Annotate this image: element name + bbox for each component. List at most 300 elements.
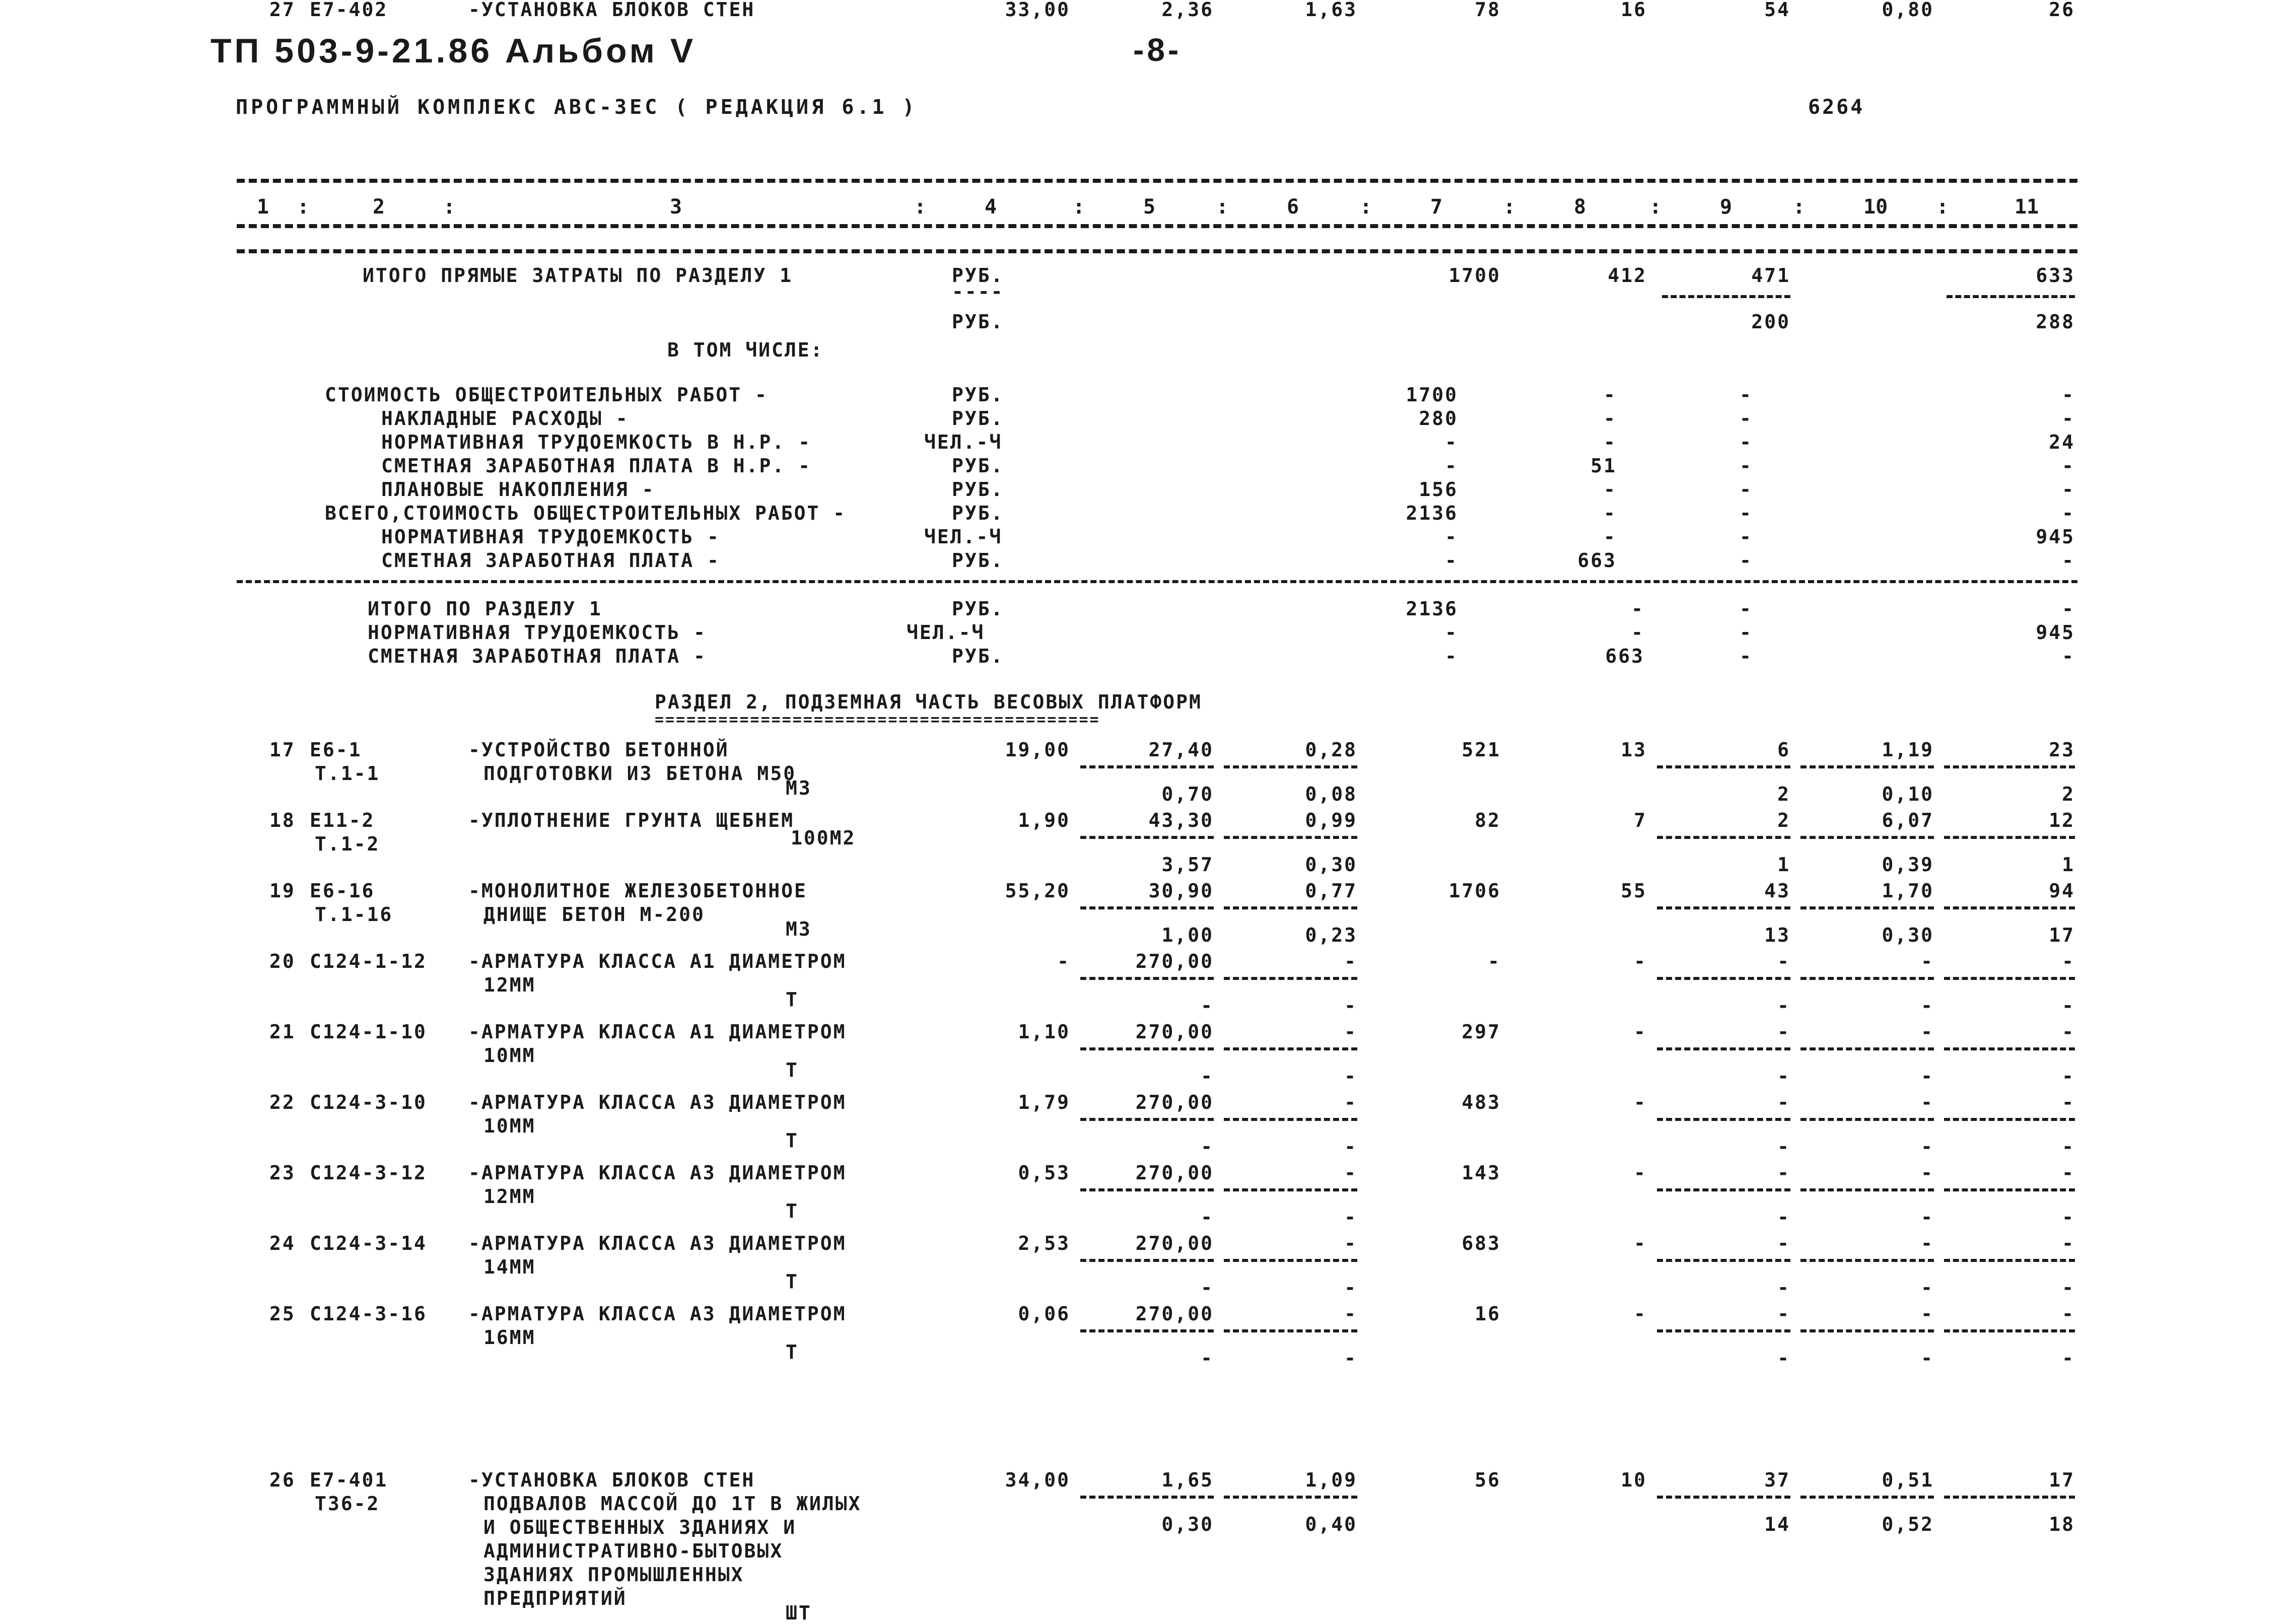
item-unit: Т — [786, 1129, 799, 1152]
value-cell: 0,30 — [1161, 1513, 1214, 1535]
value-cell: - — [1740, 431, 1753, 453]
value-cell: - — [1488, 950, 1501, 972]
value-cell: 1700 — [1406, 384, 1458, 406]
value-cell: 82 — [1475, 809, 1501, 831]
unit-cell: ЧЕЛ.-Ч — [907, 621, 985, 644]
value-cell: - — [1201, 1277, 1214, 1299]
value-cell: - — [1445, 455, 1458, 477]
value-cell: 94 — [2049, 880, 2075, 902]
item-rule — [1080, 1188, 1214, 1191]
value-cell: 0,30 — [1882, 924, 1934, 946]
item-rule — [1657, 977, 1790, 980]
item-rule — [1080, 1329, 1214, 1332]
item-rule — [1080, 1118, 1214, 1121]
item-code-2: Т.1-16 — [315, 903, 393, 926]
value-cell: - — [2062, 549, 2075, 572]
value-cell: - — [2062, 1206, 2075, 1228]
value-cell: - — [2062, 1347, 2075, 1369]
item-name: 10ММ — [483, 1115, 536, 1137]
value-cell: - — [1631, 621, 1644, 644]
value-cell: 16 — [1475, 1303, 1501, 1325]
item-rule — [1657, 1047, 1790, 1050]
summary-row-label: НАКЛАДНЫЕ РАСХОДЫ - — [381, 407, 629, 430]
item-rule — [1657, 1259, 1790, 1262]
column-header-4: 4 — [985, 195, 997, 219]
item-rule — [1800, 1118, 1934, 1121]
value-cell: 16 — [1621, 0, 1647, 21]
value-cell: - — [1921, 995, 1934, 1017]
item-rule — [1224, 1259, 1357, 1262]
value-cell: 0,40 — [1305, 1513, 1357, 1535]
value-cell: 17 — [2049, 924, 2075, 946]
item-rule — [1944, 1118, 2075, 1121]
item-code: С124-1-10 — [310, 1021, 427, 1043]
value-cell: - — [2062, 1277, 2075, 1299]
value-cell: - — [1921, 1206, 1934, 1228]
value-cell: - — [1740, 455, 1753, 477]
item-rule — [1800, 1188, 1934, 1191]
item-unit: Т — [786, 1270, 799, 1293]
item-name: 10ММ — [483, 1044, 536, 1067]
item-unit: М3 — [786, 777, 812, 799]
document-code: ТП 503-9-21.86 Альбом V — [211, 32, 697, 70]
item-number: 21 — [269, 1021, 296, 1043]
value-cell: 19,00 — [1005, 739, 1070, 761]
value-cell: 270,00 — [1135, 1021, 1214, 1043]
value-cell: - — [1740, 645, 1753, 667]
item-code-2: Т36-2 — [315, 1493, 380, 1515]
value-cell: 200 — [1751, 311, 1790, 333]
value-cell: 280 — [1419, 407, 1458, 430]
item-rule — [1800, 1329, 1934, 1332]
value-cell: 0,99 — [1305, 809, 1357, 831]
item-name: ПРЕДПРИЯТИЙ — [483, 1587, 627, 1609]
item-name: -УСТАНОВКА БЛОКОВ СТЕН — [468, 0, 755, 21]
value-cell: - — [1445, 526, 1458, 548]
column-separator: : — [443, 195, 456, 219]
column-header-3: 3 — [670, 195, 682, 219]
summary-row-label: СМЕТНАЯ ЗАРАБОТНАЯ ПЛАТА В Н.Р. - — [381, 455, 811, 477]
value-cell: - — [1201, 1206, 1214, 1228]
value-cell: 0,06 — [1018, 1303, 1070, 1325]
item-rule — [1800, 765, 1934, 768]
value-cell: 1,10 — [1018, 1021, 1070, 1043]
item-unit: Т — [786, 1200, 799, 1222]
value-cell: 18 — [2049, 1513, 2075, 1535]
value-cell: 78 — [1475, 0, 1501, 21]
unit-cell: ЧЕЛ.-Ч — [924, 526, 1003, 548]
column-header-1: 1 — [257, 195, 269, 219]
value-cell: - — [1604, 502, 1617, 524]
item-code-2: Т.1-2 — [315, 833, 380, 855]
unit-cell: РУБ. — [952, 264, 1004, 287]
subtotal-rule — [1662, 295, 1790, 298]
value-cell: - — [1740, 598, 1753, 620]
value-cell: 0,53 — [1018, 1162, 1070, 1184]
value-cell: 297 — [1462, 1021, 1501, 1043]
value-cell: - — [1344, 1065, 1357, 1087]
item-number: 22 — [269, 1091, 296, 1113]
item-rule — [1657, 836, 1790, 839]
unit-cell: РУБ. — [952, 478, 1004, 501]
item-name: -АРМАТУРА КЛАССА А1 ДИАМЕТРОМ — [468, 1021, 847, 1043]
summary-row-label: ИТОГО ПО РАЗДЕЛУ 1 — [368, 598, 602, 620]
value-cell: - — [1921, 1136, 1934, 1158]
item-unit: Т — [786, 1059, 799, 1081]
section-rule — [237, 580, 2077, 583]
item-code: С124-3-10 — [310, 1091, 427, 1113]
value-cell: - — [1740, 502, 1753, 524]
value-cell: - — [1631, 598, 1644, 620]
value-cell: - — [2062, 1021, 2075, 1043]
value-cell: - — [1921, 1091, 1934, 1113]
value-cell: 24 — [2049, 431, 2075, 453]
column-header-7: 7 — [1430, 195, 1443, 219]
value-cell: 1,70 — [1882, 880, 1934, 902]
value-cell: - — [1921, 1303, 1934, 1325]
value-cell: 1,19 — [1882, 739, 1934, 761]
value-cell: - — [2062, 1303, 2075, 1325]
item-number: 17 — [269, 739, 296, 761]
value-cell: - — [2062, 478, 2075, 501]
item-rule — [1944, 836, 2075, 839]
value-cell: 2,53 — [1018, 1232, 1070, 1254]
item-rule — [1657, 1329, 1790, 1332]
value-cell: - — [1604, 431, 1617, 453]
item-name: 16ММ — [483, 1326, 536, 1349]
item-rule — [1080, 1259, 1214, 1262]
item-unit: 100М2 — [791, 827, 856, 849]
value-cell: 143 — [1462, 1162, 1501, 1184]
column-separator: : — [297, 195, 310, 219]
value-cell: 0,23 — [1305, 924, 1357, 946]
item-rule — [1800, 906, 1934, 909]
value-cell: - — [1604, 478, 1617, 501]
value-cell: 13 — [1621, 739, 1647, 761]
summary-row-label: НОРМАТИВНАЯ ТРУДОЕМКОСТЬ - — [381, 526, 720, 548]
item-rule — [1800, 1259, 1934, 1262]
value-cell: - — [1777, 1065, 1790, 1087]
item-name: ПОДГОТОВКИ ИЗ БЕТОНА М50 — [483, 762, 797, 785]
value-cell: - — [1201, 1065, 1214, 1087]
value-cell: - — [1740, 526, 1753, 548]
item-name: -АРМАТУРА КЛАССА А3 ДИАМЕТРОМ — [468, 1162, 847, 1184]
unit-cell: РУБ. — [952, 549, 1004, 572]
value-cell: - — [1344, 1206, 1357, 1228]
item-rule — [1080, 906, 1214, 909]
value-cell: - — [1634, 1091, 1647, 1113]
table-header-rule — [237, 224, 2077, 228]
column-separator: : — [1216, 195, 1229, 219]
item-rule — [1224, 765, 1357, 768]
item-number: 18 — [269, 809, 296, 831]
value-cell: 7 — [1634, 809, 1647, 831]
value-cell: 0,77 — [1305, 880, 1357, 902]
value-cell: - — [2062, 950, 2075, 972]
value-cell: - — [2062, 645, 2075, 667]
item-rule — [1080, 1496, 1214, 1499]
column-header-2: 2 — [373, 195, 385, 219]
value-cell: 412 — [1608, 264, 1647, 287]
value-cell: - — [1201, 1136, 1214, 1158]
item-rule — [1944, 1188, 2075, 1191]
item-rule — [1224, 1188, 1357, 1191]
value-cell: - — [1921, 1277, 1934, 1299]
value-cell: - — [1921, 1347, 1934, 1369]
value-cell: 34,00 — [1005, 1469, 1070, 1491]
item-name: 14ММ — [483, 1256, 536, 1278]
column-separator: : — [1649, 195, 1662, 219]
value-cell: - — [1344, 1347, 1357, 1369]
program-subtitle: ПРОГРАММНЫЙ КОМПЛЕКС АВС-ЗЕС ( РЕДАКЦИЯ 6.1 ) — [236, 96, 918, 119]
value-cell: - — [1740, 549, 1753, 572]
item-rule — [1224, 906, 1357, 909]
value-cell: 43 — [1764, 880, 1790, 902]
item-rule — [1224, 836, 1357, 839]
unit-cell: РУБ. — [952, 598, 1004, 620]
value-cell: 43,30 — [1148, 809, 1214, 831]
value-cell: - — [1201, 1347, 1214, 1369]
value-cell: 37 — [1764, 1469, 1790, 1491]
page-number: -8- — [1133, 32, 1182, 68]
item-code-2: Т.1-1 — [315, 762, 380, 785]
item-rule — [1944, 906, 2075, 909]
value-cell: - — [1921, 950, 1934, 972]
item-name: -УСТАНОВКА БЛОКОВ СТЕН — [468, 1469, 755, 1491]
item-code: Е7-402 — [310, 0, 388, 21]
value-cell: - — [1777, 1136, 1790, 1158]
value-cell: - — [1634, 1303, 1647, 1325]
item-rule — [1944, 765, 2075, 768]
value-cell: - — [1344, 1162, 1357, 1184]
item-code: С124-3-12 — [310, 1162, 427, 1184]
value-cell: 270,00 — [1135, 950, 1214, 972]
item-rule — [1657, 906, 1790, 909]
value-cell: 3,57 — [1161, 854, 1214, 876]
value-cell: - — [1344, 1232, 1357, 1254]
value-cell: 0,39 — [1882, 854, 1934, 876]
value-cell: - — [1921, 1065, 1934, 1087]
item-code: С124-3-14 — [310, 1232, 427, 1254]
value-cell: 2 — [2062, 783, 2075, 805]
value-cell: 17 — [2049, 1469, 2075, 1491]
column-header-8: 8 — [1574, 195, 1586, 219]
value-cell: - — [1921, 1021, 1934, 1043]
value-cell: - — [1604, 526, 1617, 548]
item-rule — [1800, 977, 1934, 980]
unit-cell: РУБ. — [952, 455, 1004, 477]
value-cell: 288 — [2036, 311, 2075, 333]
item-number: 24 — [269, 1232, 296, 1254]
value-cell: - — [1921, 1162, 1934, 1184]
item-rule — [1224, 1047, 1357, 1050]
item-rule — [1657, 1118, 1790, 1121]
value-cell: 1706 — [1448, 880, 1501, 902]
value-cell: 0,70 — [1161, 783, 1214, 805]
value-cell: 55 — [1621, 880, 1647, 902]
value-cell: - — [1777, 1162, 1790, 1184]
value-cell: 51 — [1590, 455, 1617, 477]
value-cell: 0,52 — [1882, 1513, 1934, 1535]
summary-row-label: СМЕТНАЯ ЗАРАБОТНАЯ ПЛАТА - — [368, 645, 707, 667]
value-cell: 1 — [2062, 854, 2075, 876]
column-separator: : — [1503, 195, 1516, 219]
value-cell: 270,00 — [1135, 1303, 1214, 1325]
value-cell: 26 — [2049, 0, 2075, 21]
value-cell: 2 — [1777, 809, 1790, 831]
value-cell: - — [1634, 950, 1647, 972]
column-header-10: 10 — [1863, 195, 1888, 219]
item-name: -АРМАТУРА КЛАССА А3 ДИАМЕТРОМ — [468, 1232, 847, 1254]
item-number: 27 — [269, 0, 296, 21]
item-name: ПОДВАЛОВ МАССОЙ ДО 1Т В ЖИЛЫХ — [483, 1493, 862, 1515]
value-cell: 13 — [1764, 924, 1790, 946]
value-cell: - — [1740, 478, 1753, 501]
column-header-9: 9 — [1720, 195, 1732, 219]
value-cell: - — [1344, 1091, 1357, 1113]
item-rule — [1080, 977, 1214, 980]
summary-row-label: НОРМАТИВНАЯ ТРУДОЕМКОСТЬ В Н.Р. - — [381, 431, 811, 453]
value-cell: - — [1777, 1232, 1790, 1254]
value-cell: 56 — [1475, 1469, 1501, 1491]
value-cell: - — [1921, 1232, 1934, 1254]
value-cell: 0,10 — [1882, 783, 1934, 805]
item-rule — [1944, 977, 2075, 980]
item-unit: ШТ — [786, 1602, 812, 1624]
column-separator: : — [1360, 195, 1372, 219]
item-rule — [1944, 1496, 2075, 1499]
item-name: АДМИНИСТРАТИВНО-БЫТОВЫХ — [483, 1540, 784, 1562]
column-separator: : — [1793, 195, 1806, 219]
value-cell: 14 — [1764, 1513, 1790, 1535]
value-cell: 945 — [2036, 526, 2075, 548]
item-rule — [1657, 1188, 1790, 1191]
value-cell: 1,65 — [1161, 1469, 1214, 1491]
item-number: 26 — [269, 1469, 296, 1491]
value-cell: - — [1344, 1021, 1357, 1043]
item-number: 23 — [269, 1162, 296, 1184]
item-rule — [1080, 765, 1214, 768]
table-top-rule — [237, 179, 2077, 183]
value-cell: 0,30 — [1305, 854, 1357, 876]
value-cell: - — [1201, 995, 1214, 1017]
value-cell: - — [1777, 950, 1790, 972]
item-code: Е6-16 — [310, 880, 375, 902]
value-cell: 0,08 — [1305, 783, 1357, 805]
item-code: Е7-401 — [310, 1469, 388, 1491]
value-cell: 1,79 — [1018, 1091, 1070, 1113]
value-cell: 683 — [1462, 1232, 1501, 1254]
value-cell: - — [1445, 645, 1458, 667]
item-unit: Т — [786, 1341, 799, 1363]
value-cell: 270,00 — [1135, 1091, 1214, 1113]
item-rule — [1657, 765, 1790, 768]
value-cell: - — [1344, 1303, 1357, 1325]
item-rule — [1224, 1118, 1357, 1121]
item-rule — [1224, 1329, 1357, 1332]
item-code: Е11-2 — [310, 809, 375, 831]
item-rule — [1944, 1047, 2075, 1050]
value-cell: 2,36 — [1161, 0, 1214, 21]
value-cell: 471 — [1751, 264, 1790, 287]
value-cell: 0,28 — [1305, 739, 1357, 761]
column-separator: : — [1073, 195, 1085, 219]
value-cell: 27,40 — [1148, 739, 1214, 761]
value-cell: - — [1777, 995, 1790, 1017]
item-rule — [1080, 836, 1214, 839]
value-cell: - — [1344, 1277, 1357, 1299]
value-cell: 30,90 — [1148, 880, 1214, 902]
value-cell: 945 — [2036, 621, 2075, 644]
value-cell: 10 — [1621, 1469, 1647, 1491]
item-name: -МОНОЛИТНОЕ ЖЕЛЕЗОБЕТОННОЕ — [468, 880, 807, 902]
value-cell: 521 — [1462, 739, 1501, 761]
value-cell: - — [2062, 995, 2075, 1017]
unit-cell: РУБ. — [952, 502, 1004, 524]
value-cell: - — [2062, 1091, 2075, 1113]
item-rule — [1224, 1496, 1357, 1499]
value-cell: 1,63 — [1305, 0, 1357, 21]
value-cell: - — [1777, 1021, 1790, 1043]
column-header-5: 5 — [1143, 195, 1156, 219]
summary-row-label: ВСЕГО,СТОИМОСТЬ ОБЩЕСТРОИТЕЛЬНЫХ РАБОТ - — [325, 502, 847, 524]
value-cell: - — [1634, 1162, 1647, 1184]
value-cell: - — [1604, 384, 1617, 406]
value-cell: - — [1445, 549, 1458, 572]
value-cell: 663 — [1577, 549, 1617, 572]
item-rule — [1224, 977, 1357, 980]
section-underline: ========================================== — [655, 711, 1100, 729]
table-header-rule-2 — [237, 249, 2077, 253]
item-code: Е6-1 — [310, 739, 362, 761]
item-name: -УСТРОЙСТВО БЕТОННОЙ — [468, 739, 729, 761]
value-cell: - — [1344, 995, 1357, 1017]
unit-dash: ---- — [952, 280, 1004, 303]
value-cell: 1,90 — [1018, 809, 1070, 831]
unit-cell: ЧЕЛ.-Ч — [924, 431, 1003, 453]
unit-cell: РУБ. — [952, 407, 1004, 430]
item-name: -АРМАТУРА КЛАССА А3 ДИАМЕТРОМ — [468, 1091, 847, 1113]
value-cell: 1 — [1777, 854, 1790, 876]
value-cell: - — [1777, 1277, 1790, 1299]
value-cell: 33,00 — [1005, 0, 1070, 21]
value-cell: - — [1057, 950, 1070, 972]
value-cell: - — [2062, 407, 2075, 430]
value-cell: 483 — [1462, 1091, 1501, 1113]
summary-row-label: НОРМАТИВНАЯ ТРУДОЕМКОСТЬ - — [368, 621, 707, 644]
value-cell: 1,00 — [1161, 924, 1214, 946]
value-cell: - — [2062, 502, 2075, 524]
item-rule — [1944, 1259, 2075, 1262]
item-rule — [1080, 1047, 1214, 1050]
including-label: В ТОМ ЧИСЛЕ: — [667, 339, 824, 361]
value-cell: 6,07 — [1882, 809, 1934, 831]
value-cell: - — [1740, 407, 1753, 430]
summary-total-label: ИТОГО ПРЯМЫЕ ЗАТРАТЫ ПО РАЗДЕЛУ 1 — [363, 264, 793, 287]
value-cell: 55,20 — [1005, 880, 1070, 902]
value-cell: - — [1604, 407, 1617, 430]
unit-cell: РУБ. — [952, 311, 1004, 333]
value-cell: - — [1634, 1232, 1647, 1254]
value-cell: - — [1740, 621, 1753, 644]
item-rule — [1800, 1047, 1934, 1050]
value-cell: - — [2062, 1232, 2075, 1254]
item-rule — [1800, 1496, 1934, 1499]
value-cell: - — [2062, 1136, 2075, 1158]
unit-cell: РУБ. — [952, 645, 1004, 667]
value-cell: 54 — [1764, 0, 1790, 21]
value-cell: - — [2062, 384, 2075, 406]
